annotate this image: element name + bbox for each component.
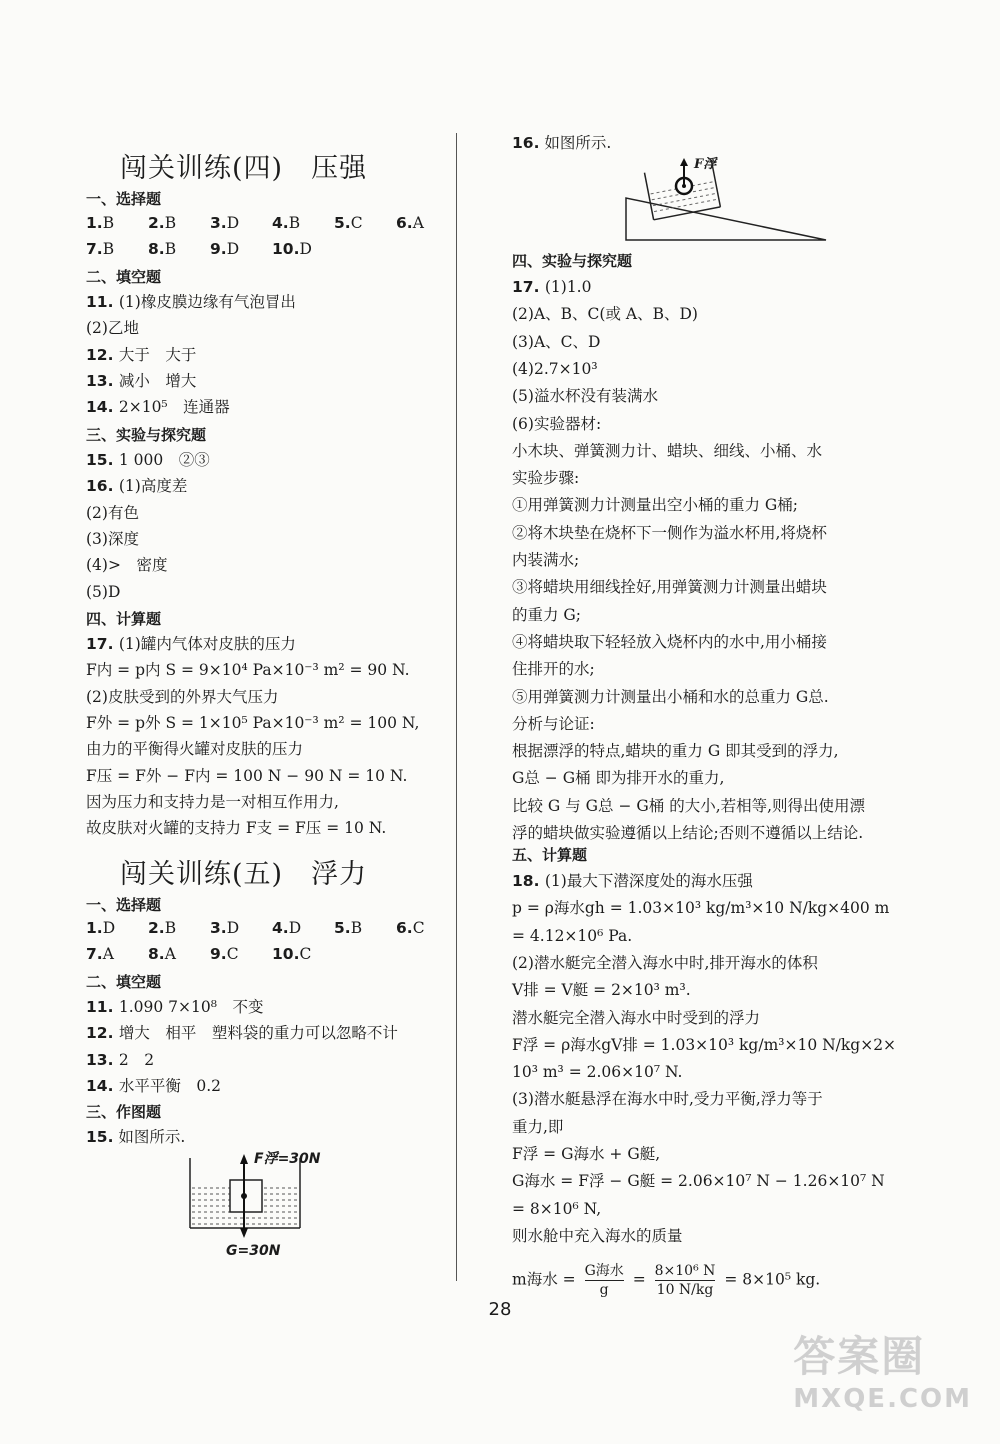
answer-line: (6)实验器材: xyxy=(512,414,602,433)
answer-line: (2)潜水艇完全潜入海水中时,排开海水的体积 xyxy=(512,953,818,972)
answer-line: ②将木块垫在烧杯下一侧作为溢水杯用,将烧杯 xyxy=(512,523,827,542)
answer-line: ⑤用弹簧测力计测量出小桶和水的总重力 G总. xyxy=(512,687,829,706)
figure-16-label: F浮 xyxy=(694,157,717,172)
arrow-head-up xyxy=(240,1154,248,1164)
choice-answer: 1.B xyxy=(86,214,115,232)
answer-line: V排 = V艇 = 2×10³ m³. xyxy=(512,981,691,1000)
answer-line: ④将蜡块取下轻轻放入烧杯内的水中,用小桶接 xyxy=(512,632,827,651)
choices-4-row1 xyxy=(86,214,458,232)
answer-line: F内 = p内 S = 9×10⁴ Pa×10⁻³ m² = 90 N. xyxy=(86,661,410,680)
answer-line: 重力,即 xyxy=(512,1117,564,1136)
choice-answer: 8.A xyxy=(148,945,176,963)
answer-line: 14. 水平平衡 0.2 xyxy=(86,1076,222,1095)
answer-line: 13. 减小 增大 xyxy=(86,371,197,390)
answer-line: 17. (1)1.0 xyxy=(512,278,592,296)
choices-5-row2 xyxy=(86,945,334,963)
heading-fill-4: 二、填空题 xyxy=(86,268,162,286)
answer-line: 因为压力和支持力是一对相互作用力, xyxy=(86,792,339,811)
choice-answer: 8.B xyxy=(148,240,177,258)
answer-line: ③将蜡块用细线拴好,用弹簧测力计测量出蜡块 xyxy=(512,578,827,597)
choice-answer: 5.B xyxy=(334,919,363,937)
answer-line: 13. 2 2 xyxy=(86,1050,155,1069)
heading-fill-5: 二、填空题 xyxy=(86,973,162,991)
choice-answer: 6.A xyxy=(396,214,424,232)
answer-15: 15. 如图所示. xyxy=(86,1128,186,1146)
watermark-site: MXQE.COM xyxy=(793,1384,972,1414)
watermark-logo-text: 答案圈 xyxy=(793,1332,926,1381)
answer-line: (3)深度 xyxy=(86,529,139,548)
answer-line: 实验步骤: xyxy=(512,469,580,488)
answer-line: = 8×10⁶ N, xyxy=(512,1199,602,1218)
page-number: 28 xyxy=(488,1299,512,1320)
choice-answer: 4.D xyxy=(272,919,302,937)
choice-answer: 10.C xyxy=(272,945,312,963)
answer-line: (4)> 密度 xyxy=(86,556,168,575)
choice-answer: 5.C xyxy=(334,214,363,232)
choice-answer: 3.D xyxy=(210,919,240,937)
answer-line: 则水舱中充入海水的质量 xyxy=(512,1226,683,1245)
answer-line: F外 = p外 S = 1×10⁵ Pa×10⁻³ m² = 100 N, xyxy=(86,713,420,732)
column-divider xyxy=(456,133,457,1281)
figure-15-label-buoyancy: F浮=30N xyxy=(254,1151,321,1167)
answer-line: F压 = F外 − F内 = 100 N − 90 N = 10 N. xyxy=(86,766,408,785)
choice-answer: 7.B xyxy=(86,240,115,258)
heading-calc-4: 四、计算题 xyxy=(86,610,162,628)
choices-4-row2 xyxy=(86,240,334,258)
answer-line: (2)有色 xyxy=(86,503,139,522)
heading-choice-5: 一、选择题 xyxy=(86,896,162,914)
answer-line: 住排开的水; xyxy=(512,660,595,679)
answer-line: 的重力 G; xyxy=(512,605,582,624)
answer-line: ①用弹簧测力计测量出空小桶的重力 G桶; xyxy=(512,496,799,515)
answer-line: 18. (1)最大下潜深度处的海水压强 xyxy=(512,872,753,890)
choice-answer: 9.D xyxy=(210,240,240,258)
answer-line: 浮的蜡块做实验遵循以上结论;否则不遵循以上结论. xyxy=(512,824,864,842)
answer-line: (2)A、B、C(或 A、B、D) xyxy=(512,305,698,324)
answer-line: G总 − G桶 即为排开水的重力, xyxy=(512,769,725,788)
answer-line: (2)乙地 xyxy=(86,319,139,338)
answer-line: p = ρ海水gh = 1.03×10³ kg/m³×10 N/kg×400 m xyxy=(512,899,890,918)
answer-line: (3)A、C、D xyxy=(512,332,601,351)
final-mass-formula: m海水 = G海水 g = $\frac{\text{8×10⁶ N}}{10 N/kg}$ = 8×10⁵ kg. xyxy=(512,1263,821,1298)
answer-line: 11. 1.090 7×10⁸ 不变 xyxy=(86,998,264,1016)
answer-line: 11. (1)橡皮膜边缘有气泡冒出 xyxy=(86,293,296,311)
answer-line: 17. (1)罐内气体对皮肤的压力 xyxy=(86,635,296,653)
answer-line: (2)皮肤受到的外界大气压力 xyxy=(86,687,279,706)
figure-16-incline-diagram xyxy=(622,158,832,244)
choice-answer: 4.B xyxy=(272,214,301,232)
answer-line: F浮 = ρ海水gV排 = 1.03×10³ kg/m³×10 N/kg×2× xyxy=(512,1035,897,1054)
answer-line: G海水 = F浮 − G艇 = 2.06×10⁷ N − 1.26×10⁷ N xyxy=(512,1172,885,1191)
watermark xyxy=(793,1324,972,1414)
answer-line: 比较 G 与 G总 − G桶 的大小,若相等,则得出使用漂 xyxy=(512,796,866,815)
heading-experiment-4: 三、实验与探究题 xyxy=(86,426,207,444)
answer-line: (5)D xyxy=(86,582,121,601)
arrow-head-down xyxy=(240,1228,248,1238)
choice-answer: 3.D xyxy=(210,214,240,232)
answer-line: (5)溢水杯没有装满水 xyxy=(512,387,658,406)
heading-calc-5: 五、计算题 xyxy=(512,846,588,864)
answer-line: (4)2.7×10³ xyxy=(512,359,598,378)
section-title-4: 闯关训练(四) 压强 xyxy=(120,153,368,184)
choice-answer: 7.A xyxy=(86,945,114,963)
choice-answer: 6.C xyxy=(396,919,425,937)
answer-line: = 4.12×10⁶ Pa. xyxy=(512,926,633,945)
answer-line: 故皮肤对火罐的支持力 F支 = F压 = 10 N. xyxy=(86,819,387,838)
answer-line: 10³ m³ = 2.06×10⁷ N. xyxy=(512,1063,683,1082)
answer-line: 由力的平衡得火罐对皮肤的压力 xyxy=(86,740,304,759)
choice-answer: 2.B xyxy=(148,214,177,232)
figure-15-label-gravity: G=30N xyxy=(226,1243,281,1259)
answer-line: 潜水艇完全潜入海水中时受到的浮力 xyxy=(512,1008,761,1027)
heading-choice-4: 一、选择题 xyxy=(86,190,162,208)
choice-answer: 1.D xyxy=(86,919,116,937)
choice-answer: 10.D xyxy=(272,240,312,258)
answer-line: 小木块、弹簧测力计、蜡块、细线、小桶、水 xyxy=(512,441,823,460)
answer-line: 14. 2×10⁵ 连通器 xyxy=(86,398,230,417)
answer-line: F浮 = G海水 + G艇, xyxy=(512,1145,661,1163)
answer-line: 16. (1)高度差 xyxy=(86,477,188,496)
choice-answer: 9.C xyxy=(210,945,239,963)
answer-line: 根据漂浮的特点,蜡块的重力 G 即其受到的浮力, xyxy=(512,742,839,761)
answer-line: 15. 1 000 ②③ xyxy=(86,451,210,469)
heading-experiment-5: 四、实验与探究题 xyxy=(512,252,633,270)
answer-line: 12. 大于 大于 xyxy=(86,345,197,364)
choices-5-row1 xyxy=(86,919,458,937)
answer-line: 分析与论证: xyxy=(512,714,595,733)
answer-16: 16. 如图所示. xyxy=(512,134,612,152)
choice-answer: 2.B xyxy=(148,919,177,937)
answer-line: (3)潜水艇悬浮在海水中时,受力平衡,浮力等于 xyxy=(512,1090,823,1109)
heading-drawing-5: 三、作图题 xyxy=(86,1103,162,1121)
section-title-5: 闯关训练(五) 浮力 xyxy=(120,859,368,890)
answer-line: 12. 增大 相平 塑料袋的重力可以忽略不计 xyxy=(86,1024,398,1043)
answer-line: 内装满水; xyxy=(512,551,580,569)
